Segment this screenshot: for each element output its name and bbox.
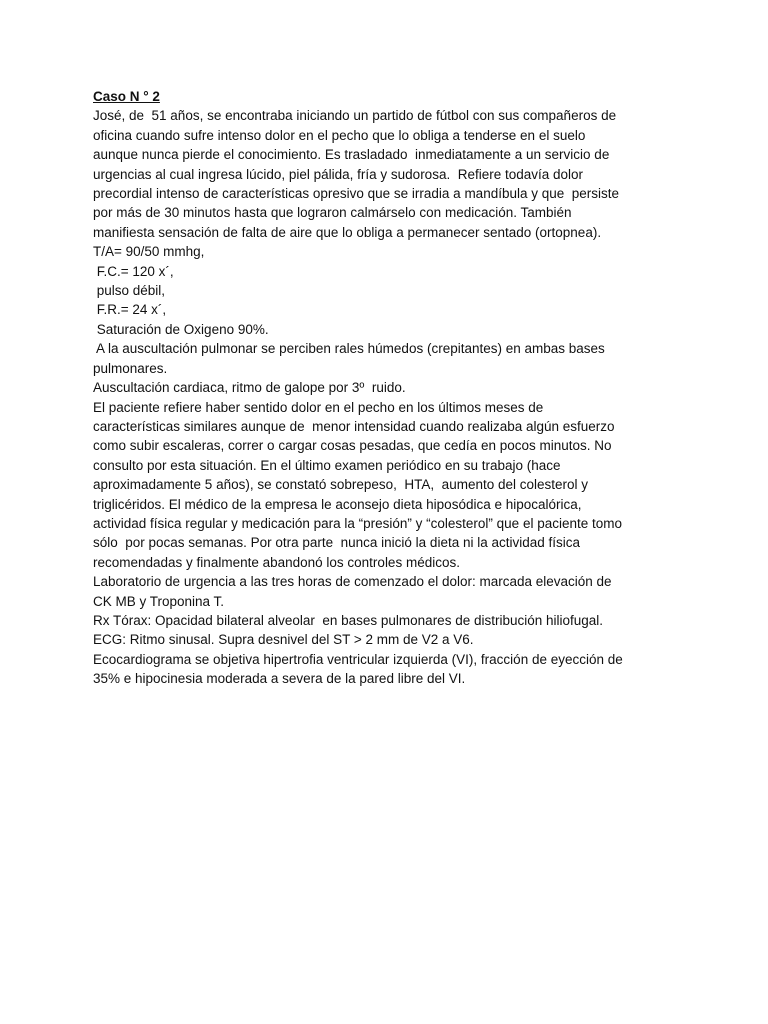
- body-line: Ecocardiograma se objetiva hipertrofia ventricular izquierda (VI), fracción de eyección de: [93, 651, 623, 667]
- body-line: T/A= 90/50 mmhg,: [93, 244, 205, 260]
- case-body: [93, 106, 693, 688]
- body-line: A la auscultación pulmonar se perciben rales húmedos (crepitantes) en ambas bases: [93, 341, 605, 357]
- body-line: recomendadas y finalmente abandonó los controles médicos.: [93, 554, 460, 570]
- body-line: ECG: Ritmo sinusal. Supra desnivel del ST > 2 mm de V2 a V6.: [93, 632, 474, 648]
- body-line: características similares aunque de menor intensidad cuando realizaba algún esfuerzo: [93, 418, 615, 434]
- body-line: 35% e hipocinesia moderada a severa de la pared libre del VI.: [93, 671, 466, 687]
- body-line: como subir escaleras, correr o cargar cosas pesadas, que cedía en pocos minutos. No: [93, 438, 612, 454]
- body-line: oficina cuando sufre intenso dolor en el pecho que lo obliga a tenderse en el suelo: [93, 127, 586, 143]
- body-line: triglicéridos. El médico de la empresa le aconsejo dieta hiposódica e hipocalórica,: [93, 496, 582, 512]
- body-line: sólo por pocas semanas. Por otra parte nunca inició la dieta ni la actividad física: [93, 535, 581, 551]
- body-line: aunque nunca pierde el conocimiento. Es trasladado inmediatamente a un servicio de: [93, 147, 610, 163]
- body-line: por más de 30 minutos hasta que lograron calmárselo con medicación. También: [93, 205, 572, 221]
- body-line: manifiesta sensación de falta de aire que lo obliga a permanecer sentado (ortopnea).: [93, 224, 602, 240]
- body-line: F.C.= 120 x´,: [93, 263, 174, 279]
- body-line: urgencias al cual ingresa lúcido, piel pálida, fría y sudorosa. Refiere todavía dolor: [93, 166, 584, 182]
- body-line: El paciente refiere haber sentido dolor en el pecho en los últimos meses de: [93, 399, 544, 415]
- body-line: Rx Tórax: Opacidad bilateral alveolar en bases pulmonares de distribución hiliofugal.: [93, 612, 604, 628]
- body-line: Saturación de Oxigeno 90%.: [93, 321, 269, 337]
- case-title: Caso N ° 2: [93, 89, 160, 104]
- body-line: actividad física regular y medicación para la “presión” y “colesterol” que el paciente tomo: [93, 515, 623, 531]
- body-line: precordial intenso de características opresivo que se irradia a mandíbula y que persiste: [93, 186, 620, 202]
- body-line: José, de 51 años, se encontraba iniciando un partido de fútbol con sus compañeros de: [93, 108, 617, 124]
- body-line: consulto por esta situación. En el último examen periódico en su trabajo (hace: [93, 457, 561, 473]
- body-line: F.R.= 24 x´,: [93, 302, 167, 318]
- document-page: [93, 87, 693, 689]
- body-line: Laboratorio de urgencia a las tres horas de comenzado el dolor: marcada elevación de: [93, 574, 612, 590]
- body-line: Auscultación cardiaca, ritmo de galope por 3º ruido.: [93, 380, 406, 396]
- body-line: pulso débil,: [93, 283, 166, 299]
- body-line: CK MB y Troponina T.: [93, 593, 225, 609]
- body-line: aproximadamente 5 años), se constató sobrepeso, HTA, aumento del colesterol y: [93, 477, 589, 493]
- body-line: pulmonares.: [93, 360, 168, 376]
